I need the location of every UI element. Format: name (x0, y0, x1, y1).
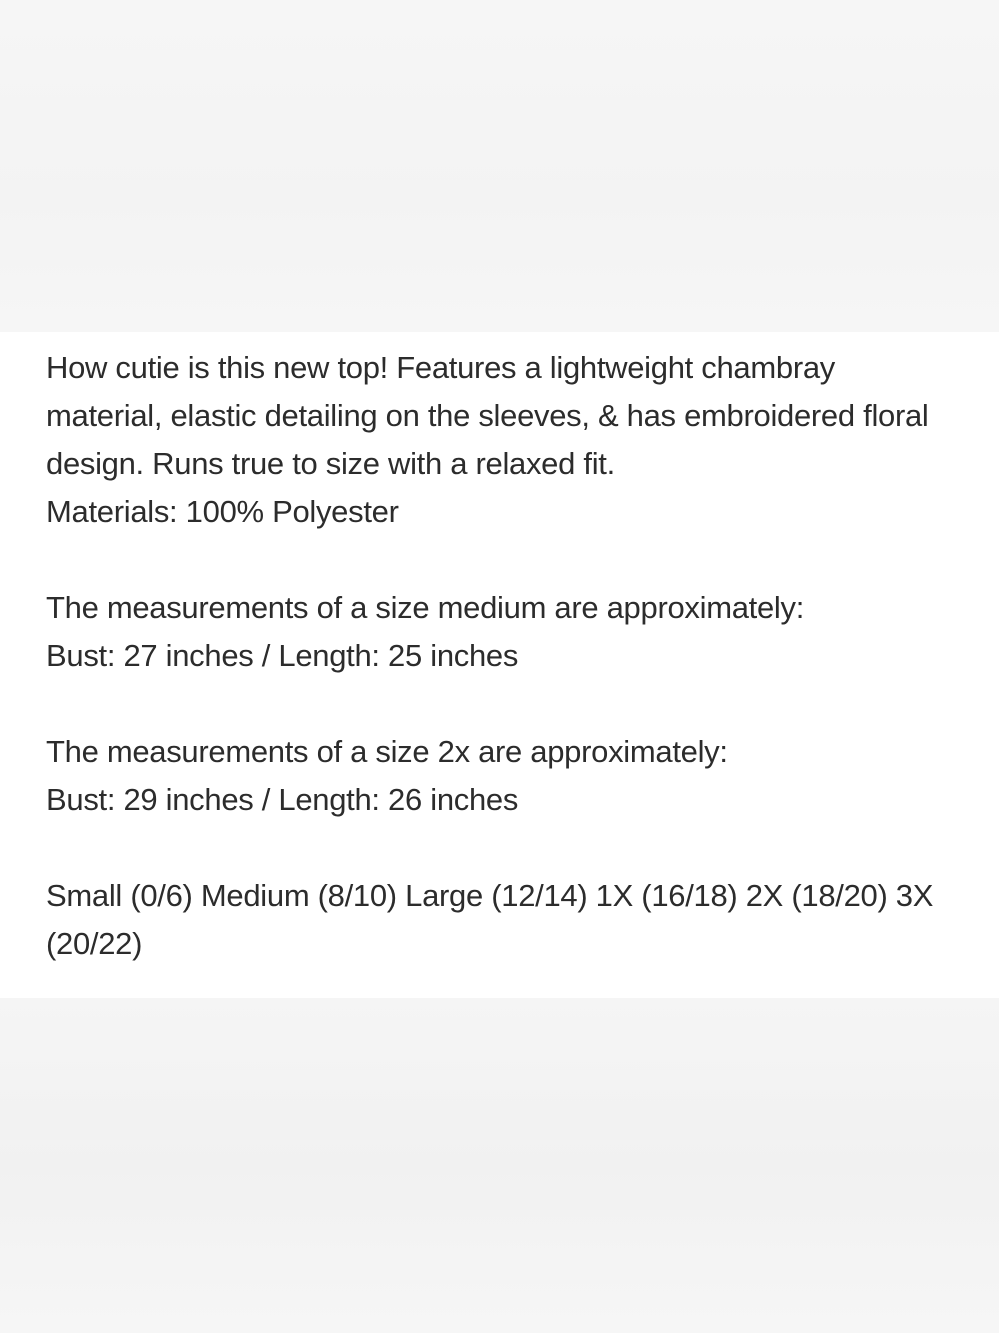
blurred-background-top (0, 0, 999, 332)
medium-measurements-values: Bust: 27 inches / Length: 25 inches (46, 638, 519, 673)
description-intro: How cutie is this new top! Features a lightweight chambray material, elastic detailing on the sleeves, & has embroidered floral design. Runs true to size with a relaxed fit. (46, 350, 929, 481)
medium-measurements-heading: The measurements of a size medium are approximately: (46, 590, 805, 625)
product-description (0, 332, 999, 998)
twox-measurements-values: Bust: 29 inches / Length: 26 inches (46, 782, 519, 817)
materials-text: Materials: 100% Polyester (46, 494, 399, 529)
spacer (46, 536, 953, 584)
spacer (46, 824, 953, 872)
twox-measurements-heading: The measurements of a size 2x are approximately: (46, 734, 728, 769)
spacer (46, 680, 953, 728)
blurred-background-bottom (0, 998, 999, 1333)
size-list: Small (0/6) Medium (8/10) Large (12/14) 1X (16/18) 2X (18/20) 3X (20/22) (46, 878, 934, 961)
